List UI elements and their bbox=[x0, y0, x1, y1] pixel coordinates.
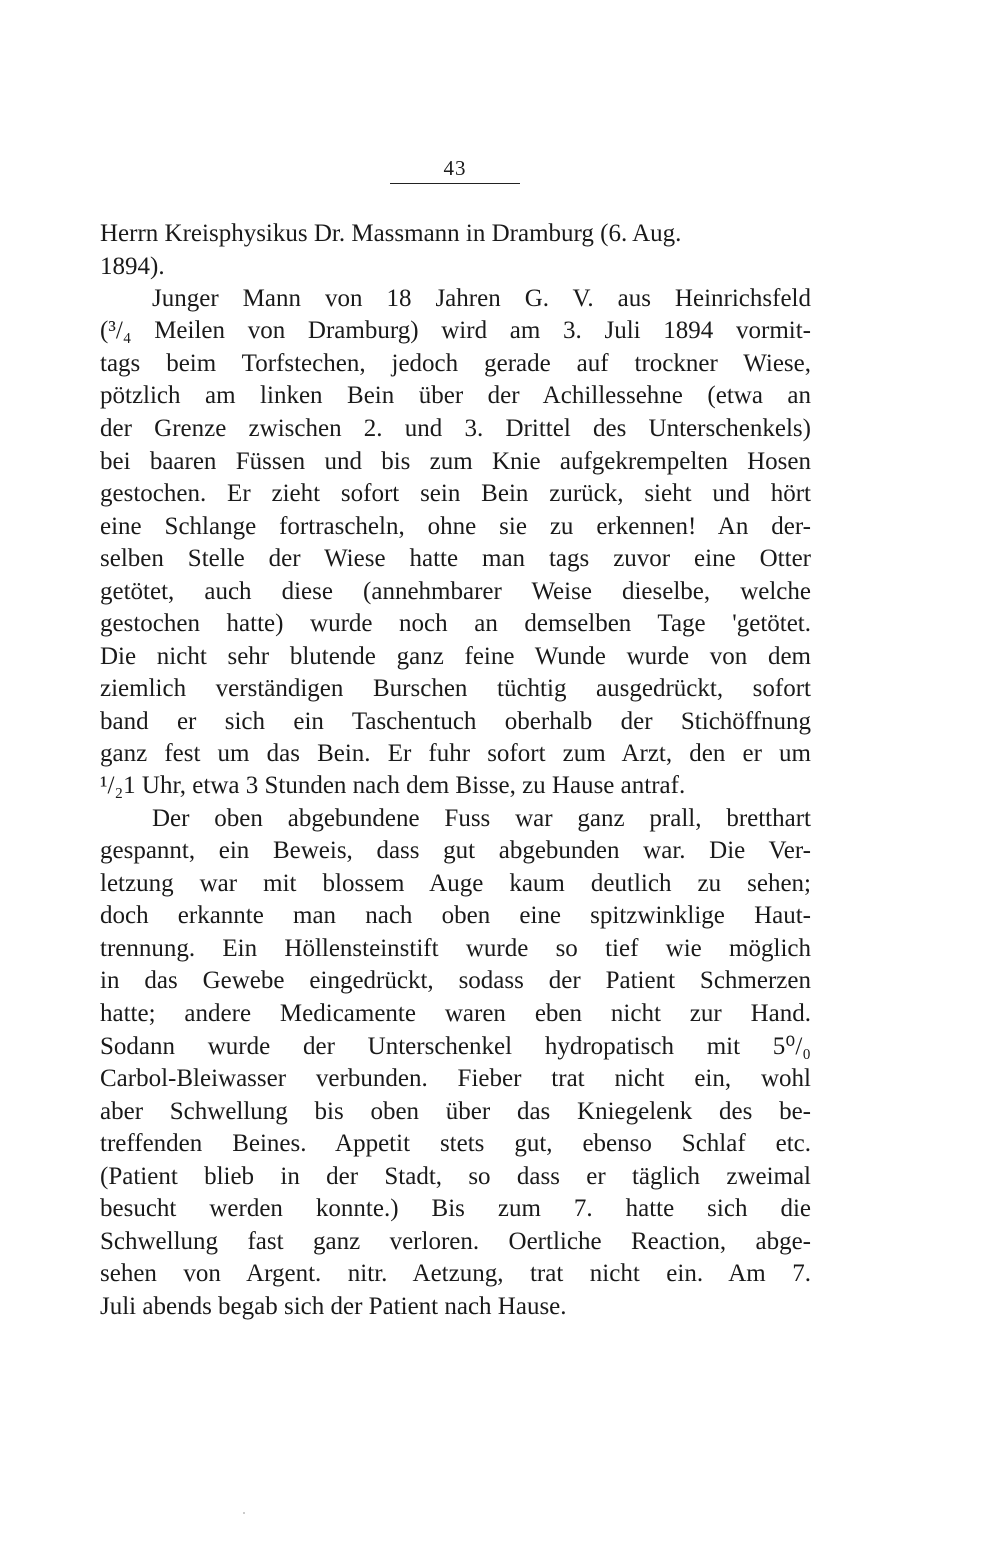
text-line: ganz fest um das Bein. Er fuhr sofort zum Arzt, den er um bbox=[100, 740, 811, 767]
text-line: Juli abends begab sich der Patient nach Hause. bbox=[100, 1293, 567, 1320]
text-line: pötzlich am linken Bein über der Achillessehne (etwa an bbox=[100, 382, 811, 409]
text-line: letzung war mit blossem Auge kaum deutlich zu sehen; bbox=[100, 870, 811, 897]
page-number-rule bbox=[390, 183, 520, 184]
text-line: in das Gewebe eingedrückt, sodass der Patient Schmerzen bbox=[100, 967, 811, 994]
text-line: selben Stelle der Wiese hatte man tags zuvor eine Otter bbox=[100, 545, 811, 572]
text-line: tags beim Torfstechen, jedoch gerade auf trockner Wiese, bbox=[100, 350, 811, 377]
text-line: hatte; andere Medicamente waren eben nicht zur Hand. bbox=[100, 1000, 811, 1027]
text-line: gestochen hatte) wurde noch an demselben Tage 'getötet. bbox=[100, 610, 811, 637]
text-line: 1894). bbox=[100, 253, 165, 280]
text-line: getötet, auch diese (annehmbarer Weise dieselbe, welche bbox=[100, 578, 811, 605]
text-line: Carbol-Bleiwasser verbunden. Fieber trat nicht ein, wohl bbox=[100, 1065, 811, 1092]
text-line: Junger Mann von 18 Jahren G. V. aus Heinrichsfeld bbox=[152, 285, 811, 312]
text-line: Die nicht sehr blutende ganz feine Wunde wurde von dem bbox=[100, 643, 811, 670]
text-line: Der oben abgebundene Fuss war ganz prall, bretthart bbox=[152, 805, 811, 832]
text-line: (³/₄ Meilen von Dramburg) wird am 3. Juli 1894 vormit- bbox=[100, 317, 811, 344]
text-line: (Patient blieb in der Stadt, so dass er täglich zweimal bbox=[100, 1163, 811, 1190]
text-line: eine Schlange fortrascheln, ohne sie zu erkennen! An der- bbox=[100, 513, 811, 540]
text-line: ziemlich verständigen Burschen tüchtig ausgedrückt, sofort bbox=[100, 675, 811, 702]
scan-speck bbox=[243, 1512, 245, 1514]
text-line: aber Schwellung bis oben über das Kniegelenk des be- bbox=[100, 1098, 811, 1125]
page-number: 43 bbox=[443, 156, 467, 180]
text-line: ¹/₂1 Uhr, etwa 3 Stunden nach dem Bisse, zu Hause antraf. bbox=[100, 772, 686, 799]
text-line: gespannt, ein Beweis, dass gut abgebunden war. Die Ver- bbox=[100, 837, 811, 864]
text-line: Schwellung fast ganz verloren. Oertliche Reaction, abge- bbox=[100, 1228, 811, 1255]
text-line: doch erkannte man nach oben eine spitzwinklige Haut- bbox=[100, 902, 811, 929]
text-line: band er sich ein Taschentuch oberhalb der Stichöffnung bbox=[100, 708, 811, 735]
text-line: trennung. Ein Höllensteinstift wurde so tief wie möglich bbox=[100, 935, 811, 962]
text-line: der Grenze zwischen 2. und 3. Drittel des Unterschenkels) bbox=[100, 415, 811, 442]
text-line: gestochen. Er zieht sofort sein Bein zurück, sieht und hört bbox=[100, 480, 811, 507]
text-line: besucht werden konnte.) Bis zum 7. hatte sich die bbox=[100, 1195, 811, 1222]
text-line: Herrn Kreisphysikus Dr. Massmann in Dramburg (6. Aug. bbox=[100, 220, 682, 247]
text-line: treffenden Beines. Appetit stets gut, ebenso Schlaf etc. bbox=[100, 1130, 811, 1157]
text-line: bei baaren Füssen und bis zum Knie aufgekrempelten Hosen bbox=[100, 448, 811, 475]
text-line: Sodann wurde der Unterschenkel hydropatisch mit 5⁰/₀ bbox=[100, 1033, 811, 1060]
text-line: sehen von Argent. nitr. Aetzung, trat nicht ein. Am 7. bbox=[100, 1260, 811, 1287]
